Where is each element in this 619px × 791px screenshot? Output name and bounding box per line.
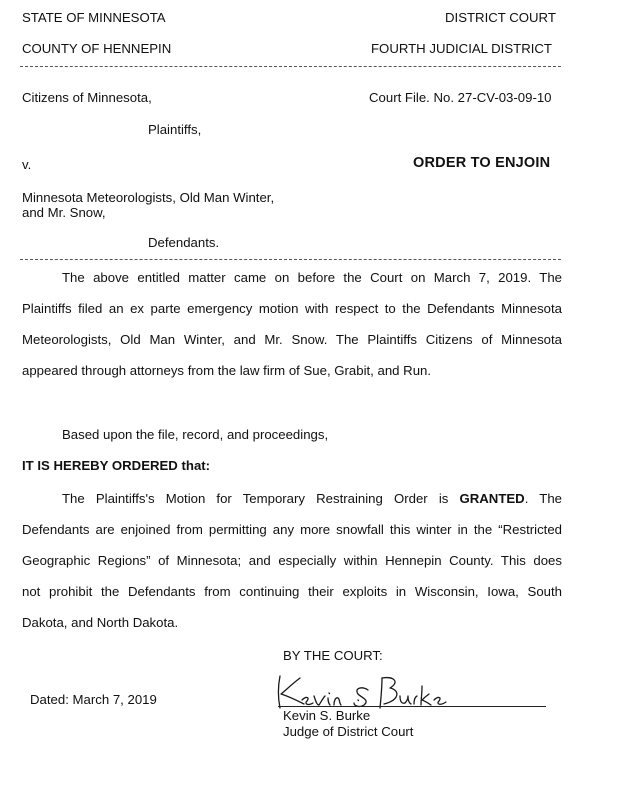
defendants-line-1: Minnesota Meteorologists, Old Man Winter, xyxy=(22,190,275,205)
motion-text: The Plaintiffs's Motion for Temporary Restraining Order is xyxy=(62,491,460,506)
paragraph-line: Dakota, and North Dakota. xyxy=(22,615,179,630)
paragraph-line: Plaintiffs filed an ex parte emergency motion with respect to the Defendants Minnesota xyxy=(22,301,562,316)
granted-text: GRANTED xyxy=(459,491,525,506)
dated-line: Dated: March 7, 2019 xyxy=(30,692,157,707)
paragraph-matter xyxy=(22,262,562,386)
versus: v. xyxy=(22,157,32,172)
motion-text-end: . The xyxy=(524,491,562,506)
caption-district: FOURTH JUDICIAL DISTRICT xyxy=(371,41,552,56)
plaintiff-role: Plaintiffs, xyxy=(148,122,202,137)
paragraph-line-granted xyxy=(22,483,562,514)
based-upon-line: Based upon the file, record, and proceedings, xyxy=(62,427,329,442)
defendant-role: Defendants. xyxy=(148,235,220,250)
plaintiff-name: Citizens of Minnesota, xyxy=(22,90,152,105)
by-the-court: BY THE COURT: xyxy=(283,648,383,663)
paragraph-line: Defendants are enjoined from permitting any more snowfall this winter in the “Restricted xyxy=(22,522,562,537)
paragraph-order xyxy=(22,483,562,638)
paragraph-line: not prohibit the Defendants from continuing their exploits in Wisconsin, Iowa, South xyxy=(22,584,562,599)
judge-title: Judge of District Court xyxy=(283,724,414,739)
order-title: ORDER TO ENJOIN xyxy=(413,155,551,171)
caption-state: STATE OF MINNESOTA xyxy=(22,10,166,25)
judge-name: Kevin S. Burke xyxy=(283,708,371,723)
caption-court: DISTRICT COURT xyxy=(445,10,556,25)
paragraph-line: Meteorologists, Old Man Winter, and Mr. Snow. The Plaintiffs Citizens of Minnesota xyxy=(22,332,562,347)
caption-divider-top xyxy=(20,66,561,67)
caption-county: COUNTY OF HENNEPIN xyxy=(22,41,172,56)
signature-line xyxy=(278,706,546,707)
paragraph-line: Geographic Regions” of Minnesota; and especially within Hennepin County. This does xyxy=(22,553,562,568)
defendants-line-2: and Mr. Snow, xyxy=(22,205,106,220)
court-file-number: Court File. No. 27-CV-03-09-10 xyxy=(369,90,552,105)
paragraph-line: The above entitled matter came on before the Court on March 7, 2019. The xyxy=(62,270,562,285)
ordered-heading: IT IS HEREBY ORDERED that: xyxy=(22,458,211,473)
caption-divider-bottom xyxy=(20,259,561,260)
paragraph-line: appeared through attorneys from the law firm of Sue, Grabit, and Run. xyxy=(22,363,432,378)
